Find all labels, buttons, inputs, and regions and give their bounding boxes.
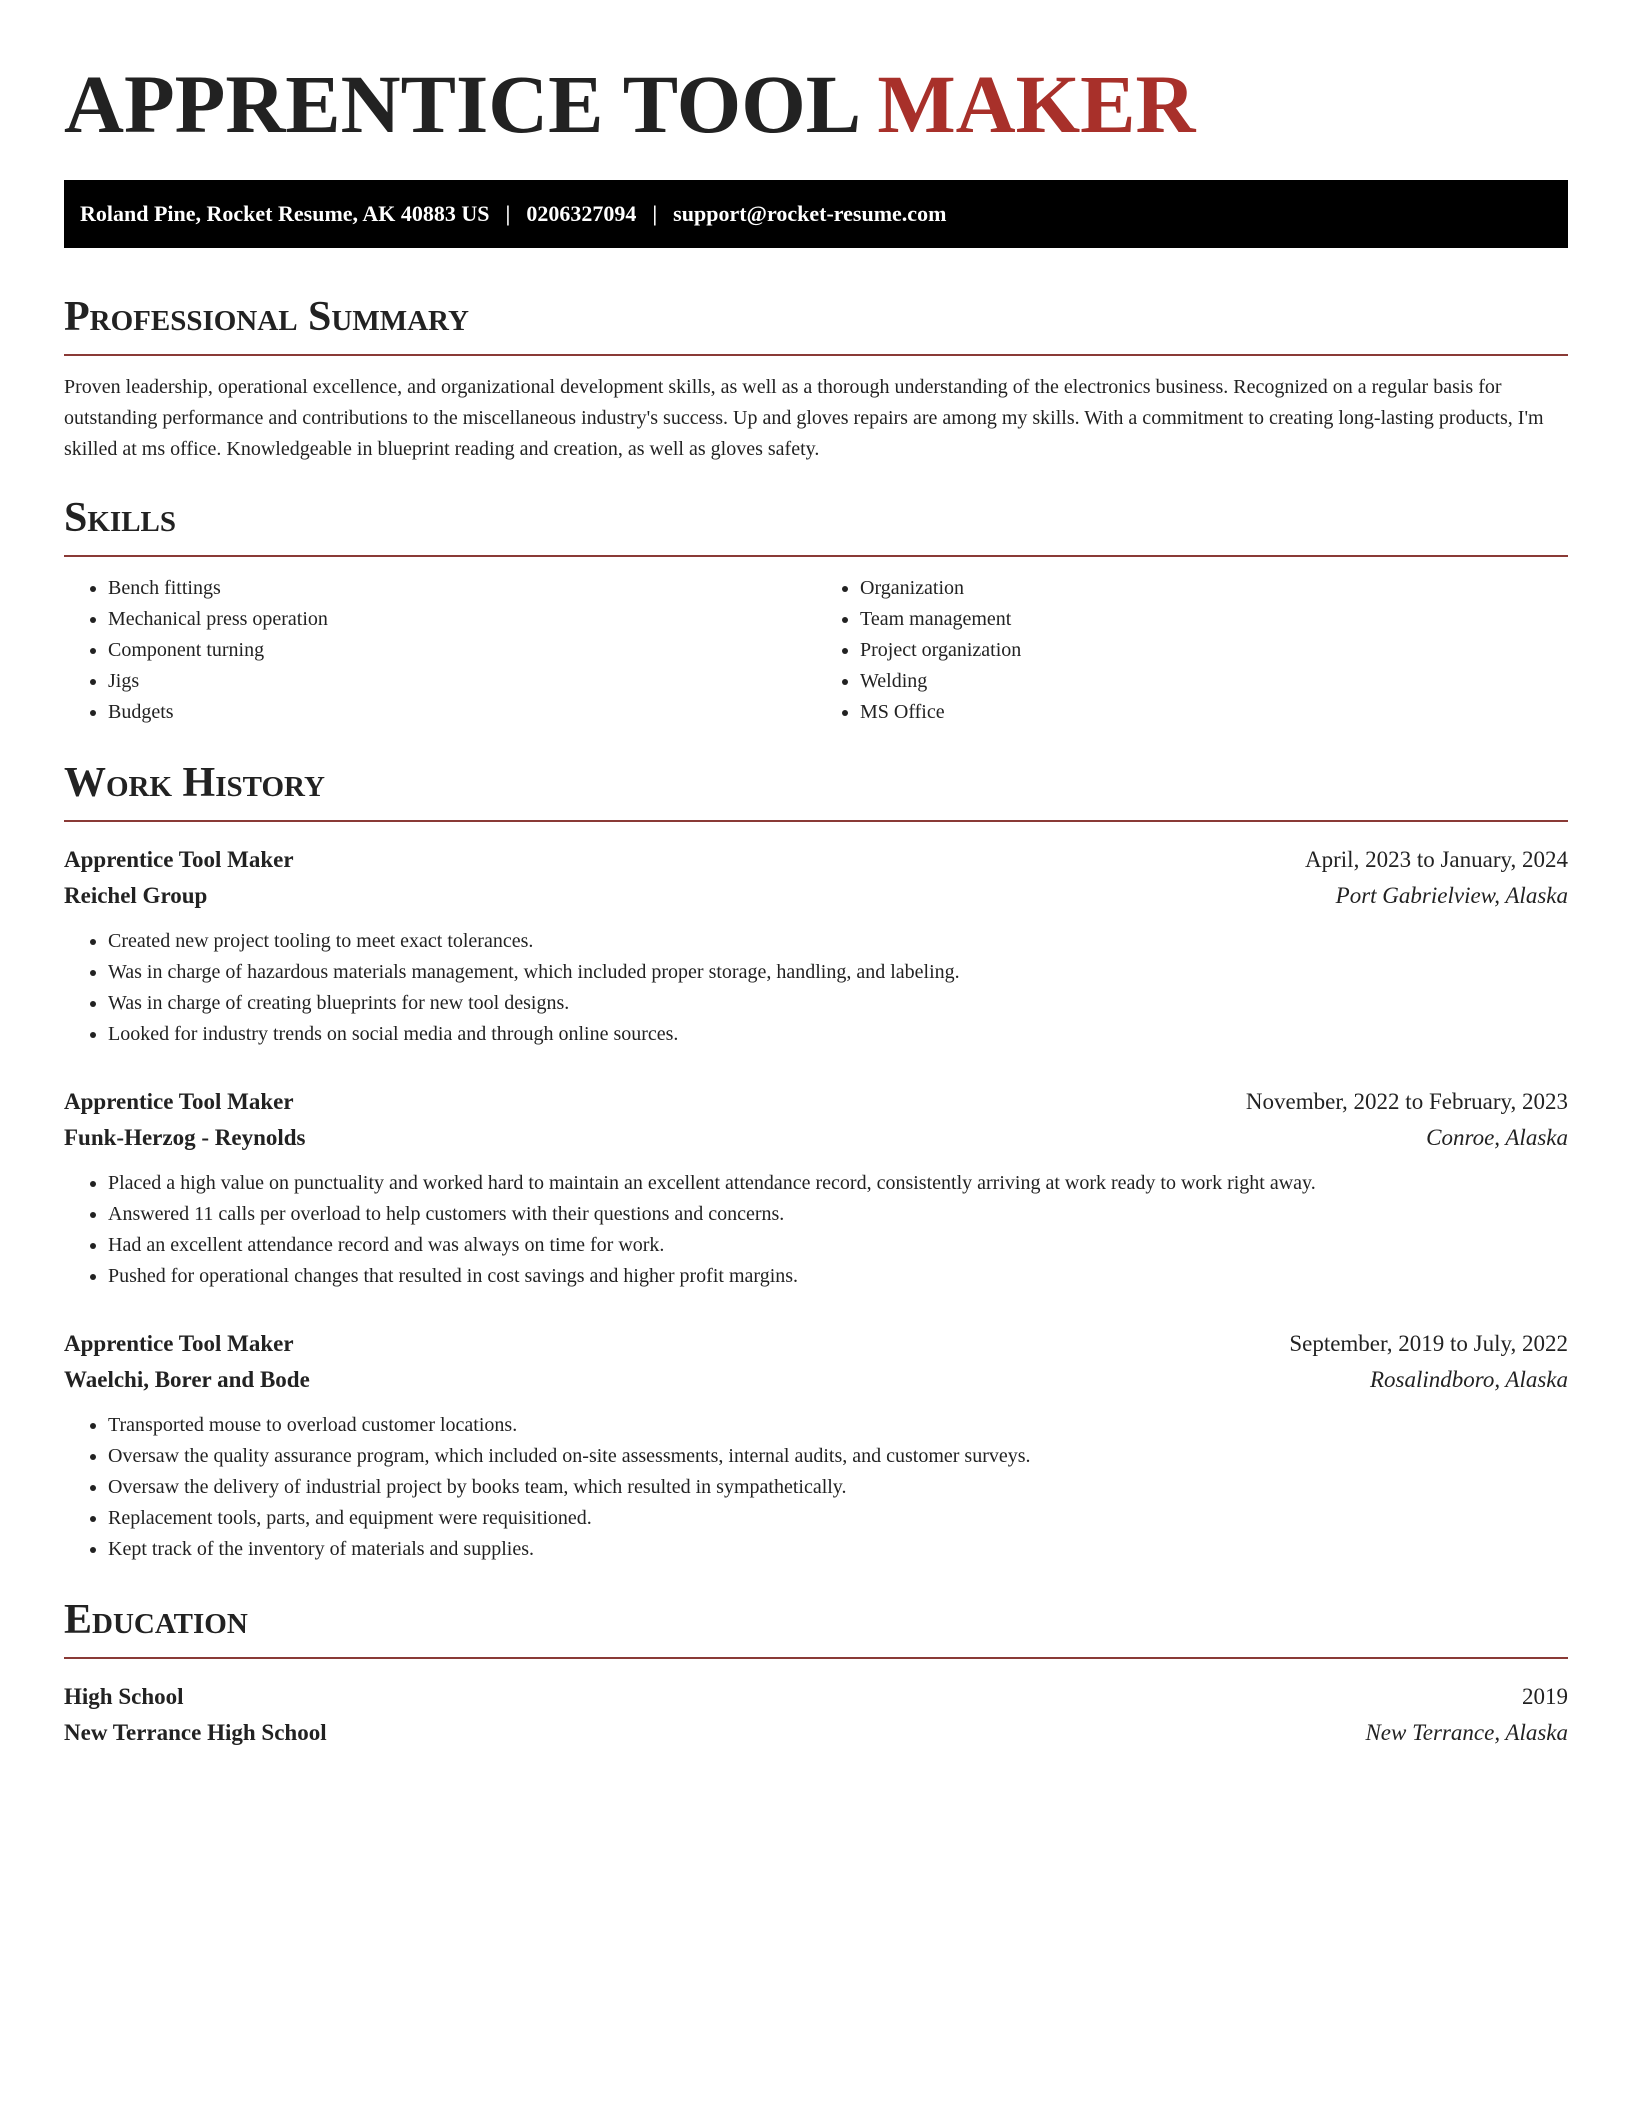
job-title: Apprentice Tool Maker [64, 847, 294, 872]
job-bullet: • Transported mouse to overload customer locations. [108, 1410, 1568, 1441]
title-accent: MAKER [877, 58, 1196, 150]
job-dates: September, 2019 to July, 2022 [1289, 1331, 1568, 1356]
job-bullet: • Replacement tools, parts, and equipment were requisitioned. [108, 1503, 1568, 1534]
job-entry [64, 842, 1568, 1050]
education-entry [64, 1679, 1568, 1751]
job-title: Apprentice Tool Maker [64, 1331, 294, 1356]
job-bullet: • Was in charge of creating blueprints for new tool designs. [108, 988, 1568, 1019]
job-company: Waelchi, Borer and Bode [64, 1367, 310, 1392]
job-entry [64, 1326, 1568, 1565]
education-year: 2019 [1522, 1684, 1568, 1709]
skill-item: • Welding [860, 666, 1568, 697]
job-bullet: • Oversaw the delivery of industrial project by books team, which resulted in sympathetically. [108, 1472, 1568, 1503]
skill-item: • Bench fittings [108, 573, 816, 604]
job-bullet: • Placed a high value on punctuality and worked hard to maintain an excellent attendance record, consistently arriving at work ready to work right away. [108, 1168, 1568, 1199]
job-header-row [64, 1084, 1568, 1120]
skill-item: • Component turning [108, 635, 816, 666]
skills-heading: Skills [64, 495, 177, 541]
skill-item: • Team management [860, 604, 1568, 635]
job-bullet: • Pushed for operational changes that resulted in cost savings and higher profit margins. [108, 1261, 1568, 1292]
summary-text: Proven leadership, operational excellence, and organizational development skills, as well as a thorough understanding of the electronics business. Recognized on a regular basis for outstanding performance and contributions to the miscellaneous industry's success. Up and gloves repairs are among my skills. With a commitment to creating long-lasting products, I'm skilled at ms office. Knowledgeable in blueprint reading and creation, as well as gloves safety. [64, 376, 1544, 460]
skill-item: • Jigs [108, 666, 816, 697]
job-bullet: • Answered 11 calls per overload to help customers with their questions and concerns. [108, 1199, 1568, 1230]
skill-item: • Project organization [860, 635, 1568, 666]
contact-phone: 0206327094 [526, 201, 637, 226]
education-heading: Education [64, 1597, 248, 1643]
education-location: New Terrance, Alaska [1365, 1720, 1568, 1745]
job-location: Conroe, Alaska [1426, 1125, 1568, 1150]
job-title: Apprentice Tool Maker [64, 1089, 294, 1114]
job-bullets [64, 1168, 1568, 1292]
job-company: Reichel Group [64, 883, 208, 908]
job-dates: November, 2022 to February, 2023 [1245, 1089, 1568, 1114]
job-entry [64, 1084, 1568, 1292]
summary-section [64, 292, 1568, 465]
contact-separator: | [652, 201, 658, 226]
job-bullets [64, 1410, 1568, 1565]
job-dates: April, 2023 to January, 2024 [1305, 847, 1568, 872]
job-company-row [64, 1362, 1568, 1398]
education-section [64, 1595, 1568, 1751]
skill-item: • Budgets [108, 697, 816, 728]
job-bullet: • Created new project tooling to meet exact tolerances. [108, 926, 1568, 957]
skill-item: • Organization [860, 573, 1568, 604]
contact-separator: | [505, 201, 511, 226]
resume-title [64, 56, 1568, 152]
job-location: Rosalindboro, Alaska [1369, 1367, 1568, 1392]
section-divider [64, 354, 1568, 356]
work-history-heading: Work History [64, 760, 325, 806]
education-school-row [64, 1715, 1568, 1751]
job-company-row [64, 878, 1568, 914]
title-main: APPRENTICE TOOL [64, 58, 857, 150]
skill-item: • MS Office [860, 697, 1568, 728]
section-divider [64, 1657, 1568, 1659]
job-location: Port Gabrielview, Alaska [1335, 883, 1568, 908]
job-header-row [64, 842, 1568, 878]
education-school: New Terrance High School [64, 1720, 327, 1745]
education-degree: High School [64, 1684, 184, 1709]
job-company: Funk-Herzog - Reynolds [64, 1125, 306, 1150]
section-divider [64, 820, 1568, 822]
skills-section [64, 493, 1568, 728]
job-company-row [64, 1120, 1568, 1156]
section-divider [64, 555, 1568, 557]
resume-page [64, 56, 1568, 1751]
skill-item: • Mechanical press operation [108, 604, 816, 635]
job-bullet: • Looked for industry trends on social media and through online sources. [108, 1019, 1568, 1050]
skills-list-left [64, 573, 816, 728]
work-history-section [64, 758, 1568, 1565]
contact-address: Roland Pine, Rocket Resume, AK 40883 US [80, 201, 490, 226]
job-bullet: • Kept track of the inventory of materials and supplies. [108, 1534, 1568, 1565]
contact-email: support@rocket-resume.com [673, 201, 947, 226]
skills-columns [64, 573, 1568, 728]
skills-list-right [816, 573, 1568, 728]
job-bullet: • Had an excellent attendance record and was always on time for work. [108, 1230, 1568, 1261]
job-bullets [64, 926, 1568, 1050]
contact-bar [64, 180, 1568, 248]
job-bullet: • Was in charge of hazardous materials management, which included proper storage, handling, and labeling. [108, 957, 1568, 988]
education-header-row [64, 1679, 1568, 1715]
job-bullet: • Oversaw the quality assurance program, which included on-site assessments, internal audits, and customer surveys. [108, 1441, 1568, 1472]
job-header-row [64, 1326, 1568, 1362]
summary-heading: Professional Summary [64, 294, 469, 340]
